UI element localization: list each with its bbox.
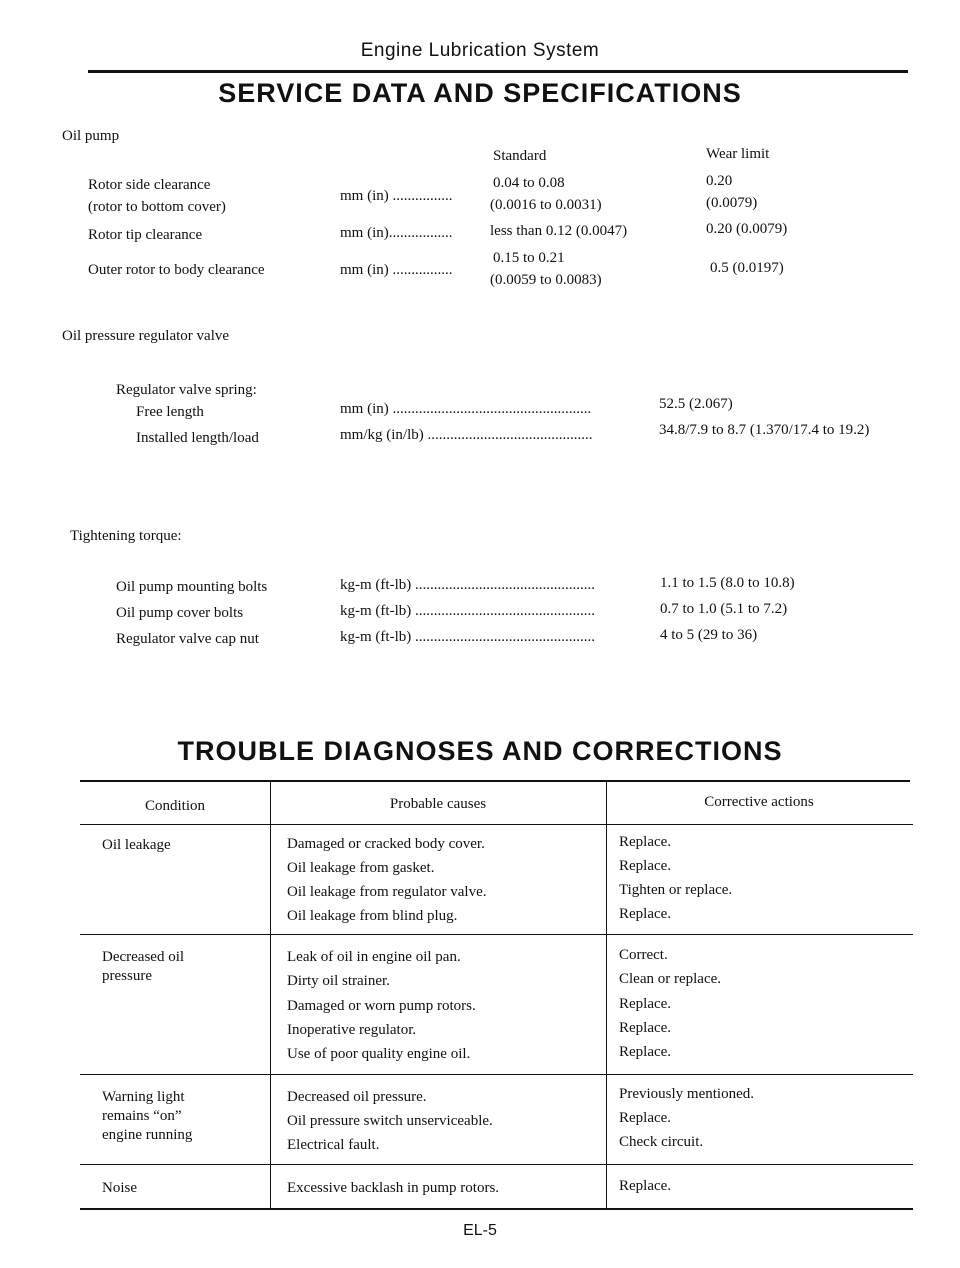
table-group-rule-1: [80, 934, 913, 935]
table-group-rule-2: [80, 1074, 913, 1075]
action-cell: Previously mentioned.: [619, 1086, 754, 1102]
torque-cover-unit: kg-m (ft-lb) ................................................: [340, 603, 595, 619]
row-rotor-side-unit: mm (in) ................: [340, 188, 453, 204]
row-outer-rotor-std1: 0.15 to 0.21: [493, 250, 565, 266]
row-rotor-side-std2: (0.0016 to 0.0031): [490, 197, 602, 213]
table-col-divider-2: [606, 780, 607, 1210]
action-cell: Replace.: [619, 1110, 672, 1126]
torque-cover-value: 0.7 to 1.0 (5.1 to 7.2): [660, 601, 788, 617]
action-cell: Replace.: [619, 858, 672, 874]
cause-cell: Dirty oil strainer.: [287, 973, 390, 989]
col-actions-header: Corrective actions: [704, 794, 814, 810]
regulator-subheading: Regulator valve spring:: [116, 382, 257, 398]
cause-cell: Inoperative regulator.: [287, 1022, 417, 1038]
cause-cell: Leak of oil in engine oil pan.: [287, 949, 461, 965]
torque-capnut-unit: kg-m (ft-lb) ................................................: [340, 629, 595, 645]
cause-cell: Use of poor quality engine oil.: [287, 1046, 471, 1062]
row-outer-rotor-label: Outer rotor to body clearance: [88, 262, 265, 278]
condition-cell: Warning light: [102, 1089, 185, 1105]
section-header: Engine Lubrication System: [360, 40, 600, 61]
installed-length-value: 34.8/7.9 to 8.7 (1.370/17.4 to 19.2): [659, 422, 870, 438]
torque-mounting-label: Oil pump mounting bolts: [116, 579, 268, 595]
condition-cell: pressure: [102, 968, 152, 984]
action-cell: Replace.: [619, 906, 672, 922]
free-length-value: 52.5 (2.067): [659, 396, 733, 412]
action-cell: Clean or replace.: [619, 971, 722, 987]
torque-mounting-unit: kg-m (ft-lb) ................................................: [340, 577, 595, 593]
row-outer-rotor-std2: (0.0059 to 0.0083): [490, 272, 602, 288]
row-rotor-side-wear2: (0.0079): [706, 195, 758, 211]
page-number: EL-5: [463, 1222, 497, 1239]
cause-cell: Oil leakage from blind plug.: [287, 908, 458, 924]
installed-length-unit: mm/kg (in/lb) ............................................: [340, 427, 593, 443]
table-header-rule: [80, 824, 913, 825]
cause-cell: Damaged or worn pump rotors.: [287, 998, 476, 1014]
table-col-divider-1: [270, 780, 271, 1210]
service-title: SERVICE DATA AND SPECIFICATIONS: [218, 78, 742, 108]
col-wear-limit: Wear limit: [706, 146, 770, 162]
free-length-label: Free length: [136, 404, 204, 420]
row-rotor-tip-unit: mm (in).................: [340, 225, 453, 241]
action-cell: Replace.: [619, 996, 672, 1012]
action-cell: Replace.: [619, 1020, 672, 1036]
condition-cell: engine running: [102, 1127, 193, 1143]
trouble-title: TROUBLE DIAGNOSES AND CORRECTIONS: [177, 736, 783, 766]
row-rotor-tip-std: less than 0.12 (0.0047): [490, 223, 628, 239]
torque-cover-label: Oil pump cover bolts: [116, 605, 244, 621]
cause-cell: Oil leakage from regulator valve.: [287, 884, 487, 900]
torque-mounting-value: 1.1 to 1.5 (8.0 to 10.8): [660, 575, 795, 591]
free-length-unit: mm (in) .....................................................: [340, 401, 592, 417]
row-rotor-tip-label: Rotor tip clearance: [88, 227, 203, 243]
condition-cell: remains “on”: [102, 1108, 182, 1124]
row-rotor-tip-wear: 0.20 (0.0079): [706, 221, 788, 237]
cause-cell: Decreased oil pressure.: [287, 1089, 427, 1105]
condition-cell: Oil leakage: [102, 837, 171, 853]
torque-capnut-value: 4 to 5 (29 to 36): [660, 627, 758, 643]
cause-cell: Oil pressure switch unserviceable.: [287, 1113, 493, 1129]
cause-cell: Electrical fault.: [287, 1137, 380, 1153]
action-cell: Replace.: [619, 1178, 672, 1194]
oil-pump-heading: Oil pump: [62, 128, 120, 144]
header-rule: [88, 70, 908, 73]
row-rotor-side-std1: 0.04 to 0.08: [493, 175, 565, 191]
action-cell: Tighten or replace.: [619, 882, 733, 898]
condition-cell: Decreased oil: [102, 949, 185, 965]
row-outer-rotor-wear: 0.5 (0.0197): [710, 260, 784, 276]
regulator-heading: Oil pressure regulator valve: [62, 328, 230, 344]
cause-cell: Damaged or cracked body cover.: [287, 836, 485, 852]
table-top-rule: [80, 780, 910, 782]
cause-cell: Excessive backlash in pump rotors.: [287, 1180, 500, 1196]
col-condition-header: Condition: [144, 798, 205, 814]
row-rotor-side-wear1: 0.20: [706, 173, 733, 189]
cause-cell: Oil leakage from gasket.: [287, 860, 435, 876]
action-cell: Replace.: [619, 834, 672, 850]
torque-heading: Tightening torque:: [70, 528, 182, 544]
table-group-rule-3: [80, 1164, 913, 1165]
torque-capnut-label: Regulator valve cap nut: [116, 631, 259, 647]
table-bottom-rule: [80, 1208, 913, 1210]
col-standard: Standard: [493, 148, 547, 164]
action-cell: Correct.: [619, 947, 668, 963]
action-cell: Check circuit.: [619, 1134, 704, 1150]
action-cell: Replace.: [619, 1044, 672, 1060]
installed-length-label: Installed length/load: [136, 430, 259, 446]
row-rotor-side-label1: Rotor side clearance: [88, 177, 211, 193]
row-outer-rotor-unit: mm (in) ................: [340, 262, 453, 278]
col-causes-header: Probable causes: [389, 796, 487, 812]
row-rotor-side-label2: (rotor to bottom cover): [88, 199, 226, 215]
condition-cell: Noise: [102, 1180, 137, 1196]
